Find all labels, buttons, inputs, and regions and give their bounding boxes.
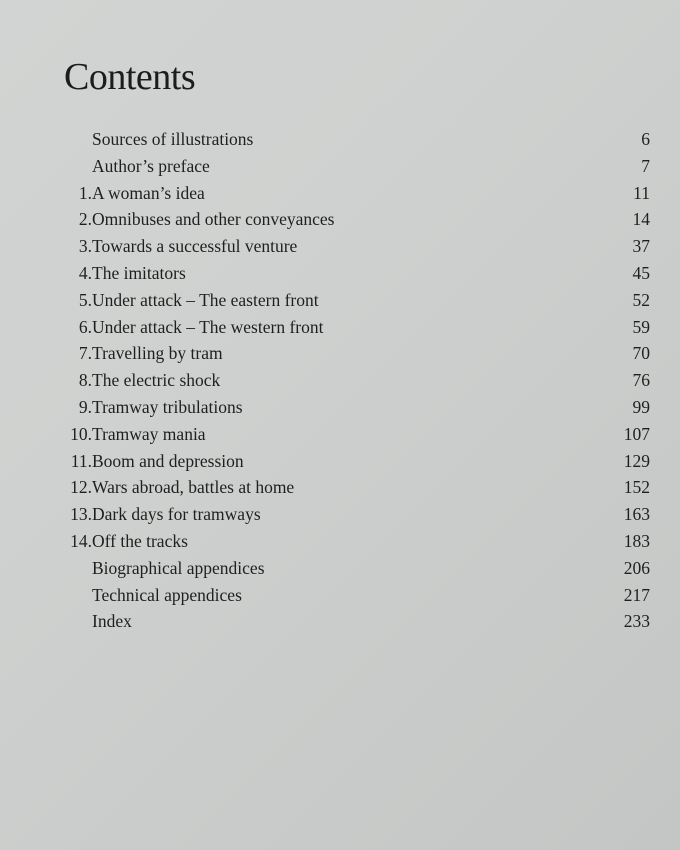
page-number: 70 [632,343,650,364]
page-number: 59 [632,316,650,337]
chapter-number: 4. [78,262,92,283]
entry-title: The imitators [92,262,186,283]
chapter-number: 5. [78,289,92,310]
page-number: 76 [632,370,650,391]
entry-title: Omnibuses and other conveyances [92,209,335,230]
chapter-number: 11. [70,450,92,471]
toc-entry [56,474,650,501]
chapter-number: 3. [78,236,92,257]
toc-entry [56,206,650,233]
entry-title: The electric shock [92,370,221,391]
chapter-number: 2. [78,209,92,230]
toc-entry [56,314,650,341]
page-number: 163 [623,504,650,525]
toc-entry [56,287,650,314]
entry-title: Wars abroad, battles at home [92,477,295,498]
toc-entry [56,421,650,448]
page-number: 233 [623,611,650,632]
entry-title: Off the tracks [92,530,188,551]
entry-title: Index [92,611,132,632]
entry-title: Technical appendices [92,584,242,605]
entry-title: Dark days for tramways [92,504,261,525]
page-number: 107 [623,423,650,444]
page-number: 99 [632,396,650,417]
chapter-number: 6. [78,316,92,337]
chapter-number: 13. [70,504,92,525]
entry-title: Towards a successful venture [92,236,298,257]
entry-title: Boom and depression [92,450,244,471]
toc-entry [56,233,650,260]
toc-entry [56,260,650,287]
chapter-number: 12. [70,477,92,498]
page-number: 217 [623,584,650,605]
chapter-number: 10. [70,423,92,444]
chapter-number: 9. [78,396,92,417]
page-number: 6 [641,129,650,149]
entry-title: Under attack – The western front [92,316,324,337]
toc-entry [56,608,650,635]
page-number: 45 [632,262,650,283]
entry-title: Tramway mania [92,423,206,444]
toc-entry [56,448,650,475]
entry-title: Tramway tribulations [92,396,243,417]
entry-title: Travelling by tram [92,343,223,364]
toc-entry [56,367,650,394]
chapter-number: 8. [78,370,92,391]
toc-entry [56,528,650,555]
page-number: 37 [632,236,650,257]
entry-title: Sources of illustrations [92,129,254,149]
toc-entry [56,153,650,180]
chapter-number: 14. [70,530,92,551]
page-number: 52 [632,289,650,310]
toc-entry [56,180,650,207]
page-number: 7 [641,155,650,176]
toc-entry [56,126,650,153]
entry-title: Biographical appendices [92,557,265,578]
chapter-number: 7. [78,343,92,364]
page-number: 183 [623,530,650,551]
entry-title: A woman’s idea [92,182,205,203]
page-title: Contents [64,56,196,98]
page-number: 129 [623,450,650,471]
chapter-number: 1. [78,182,92,203]
page-number: 11 [633,182,650,203]
toc-entry [56,582,650,609]
table-of-contents [56,126,650,635]
toc-entry [56,340,650,367]
toc-entry [56,501,650,528]
entry-title: Under attack – The eastern front [92,289,319,310]
toc-entry [56,394,650,421]
page-number: 14 [632,209,650,230]
page-number: 206 [623,557,650,578]
toc-entry [56,555,650,582]
entry-title: Author’s preface [92,155,210,176]
page-number: 152 [623,477,650,498]
